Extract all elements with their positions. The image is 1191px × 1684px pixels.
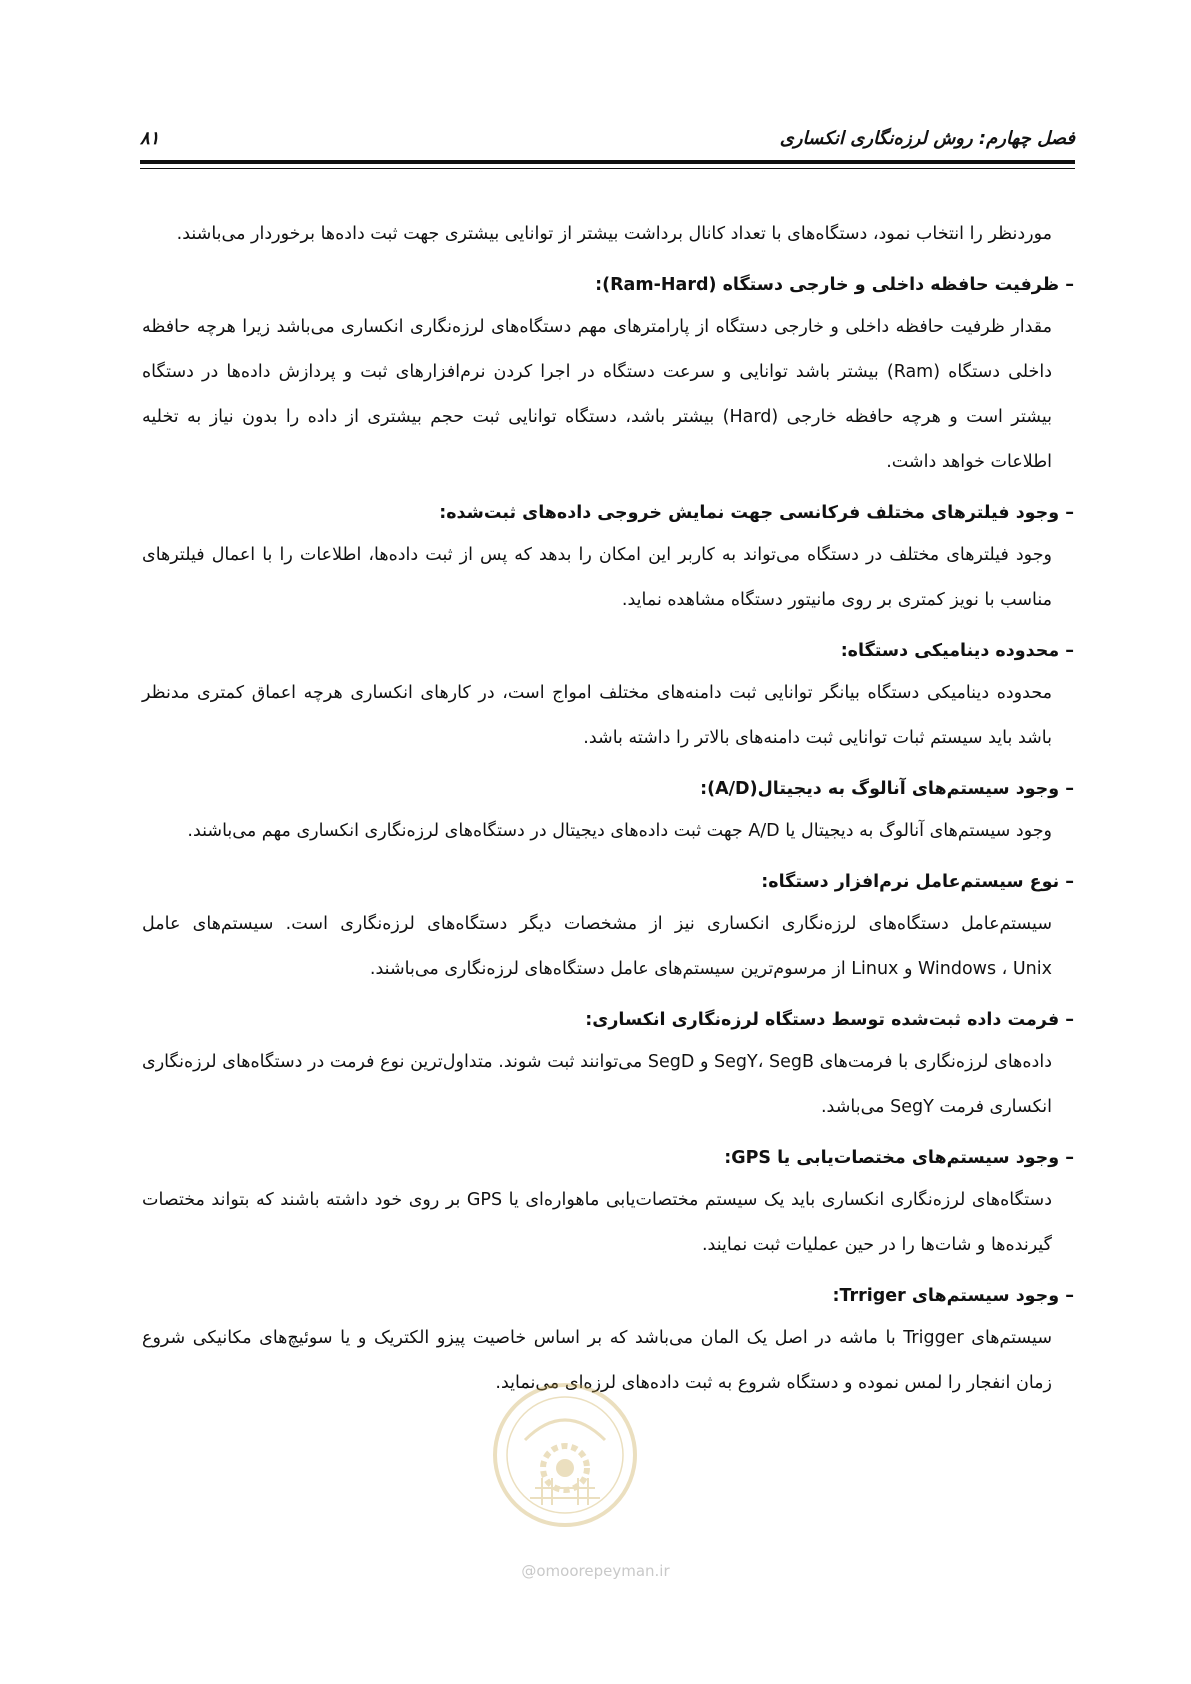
section-paragraph: وجود فیلترهای مختلف در دستگاه می‌تواند به کاربر این امکان را بدهد که پس از ثبت داده‌ها، اطلاعات را با اعمال فیلترهای مناسب با نویز کمتری بر روی مانیتور دستگاه مشاهده نماید. — [142, 545, 1052, 610]
section-paragraph: سیستم‌های Trigger با ماشه در اصل یک المان می‌باشد که بر اساس خاصیت پیزو الکتریک و یا سوئیچ‌های مکانیکی شروع زمان انفجار را لمس نموده و دستگاه شروع به ثبت داده‌های لرزه‌ای می‌نماید. — [142, 1328, 1052, 1393]
section-heading: – ظرفیت حافظه داخلی و خارجی دستگاه (Ram-Hard): — [595, 275, 1074, 295]
section-paragraph: مقدار ظرفیت حافظه داخلی و خارجی دستگاه از پارامترهای مهم دستگاه‌های لرزه‌نگاری انکساری می‌باشد زیرا هرچه حافظه داخلی دستگاه (Ram) بیشتر باشد توانایی و سرعت دستگاه در اجرا کردن نرم‌افزارهای ثبت و پردازش داده‌ها در دستگاه بیشتر است و هرچه حافظه خارجی (Hard) بیشتر باشد، دستگاه توانایی ثبت حجم بیشتری از داده را بدون نیاز به تخلیه اطلاعات خواهد داشت. — [142, 317, 1052, 472]
section-heading: – وجود سیستم‌های Trriger: — [832, 1286, 1074, 1306]
section-heading: – فرمت داده ثبت‌شده توسط دستگاه لرزه‌نگاری انکساری: — [585, 1010, 1074, 1030]
section-paragraph: وجود سیستم‌های آنالوگ به دیجیتال یا A/D جهت ثبت داده‌های دیجیتال در دستگاه‌های لرزه‌نگاری انکساری مهم می‌باشند. — [187, 821, 1052, 841]
section-paragraph: دستگاه‌های لرزه‌نگاری انکساری باید یک سیستم مختصات‌یابی ماهواره‌ای یا GPS بر روی خود داشته باشند که بتواند مختصات گیرنده‌ها و شات‌ها را در حین عملیات ثبت نمایند. — [142, 1190, 1052, 1255]
page-body — [142, 212, 1074, 1414]
section-heading: – محدوده دینامیکی دستگاه: — [840, 641, 1074, 661]
header-rule-thin — [140, 168, 1075, 169]
section-heading: – وجود فیلترهای مختلف فرکانسی جهت نمایش خروجی داده‌های ثبت‌شده: — [439, 503, 1074, 523]
page-number: ۸۱ — [140, 128, 160, 149]
section-heading: – نوع سیستم‌عامل نرم‌افزار دستگاه: — [761, 872, 1074, 892]
page-header — [140, 128, 1075, 158]
section-paragraph: داده‌های لرزه‌نگاری با فرمت‌های SegY، SegB و SegD می‌توانند ثبت شوند. متداول‌ترین نوع فرمت در دستگاه‌های لرزه‌نگاری انکساری فرمت SegY می‌باشد. — [142, 1052, 1053, 1117]
chapter-title: فصل چهارم: روش لرزه‌نگاری انکساری — [779, 128, 1075, 149]
watermark-logo-icon — [490, 1380, 640, 1530]
watermark-url: @omoorepeyman.ir — [521, 1562, 670, 1580]
section-heading: – وجود سیستم‌های آنالوگ به دیجیتال(A/D): — [700, 779, 1074, 799]
intro-paragraph: موردنظر را انتخاب نمود، دستگاه‌های با تعداد کانال برداشت بیشتر از توانایی بیشتری جهت ثبت داده‌ها برخوردار می‌باشند. — [176, 224, 1052, 244]
section-paragraph: محدوده دینامیکی دستگاه بیانگر توانایی ثبت دامنه‌های مختلف امواج است، در کارهای انکساری هرچه اعماق کمتری مدنظر باشد باید سیستم ثبات توانایی ثبت دامنه‌های بالاتر را داشته باشد. — [142, 683, 1052, 748]
section-paragraph: سیستم‌عامل دستگاه‌های لرزه‌نگاری انکساری نیز از مشخصات دیگر دستگاه‌های لرزه‌نگاری است. سیستم‌های عامل Windows ، Unix و Linux از مرسوم‌ترین سیستم‌های عامل دستگاه‌های لرزه‌نگاری می‌باشند. — [142, 914, 1052, 979]
section-heading: – وجود سیستم‌های مختصات‌یابی یا GPS: — [724, 1148, 1074, 1168]
header-rule-thick — [140, 160, 1075, 164]
